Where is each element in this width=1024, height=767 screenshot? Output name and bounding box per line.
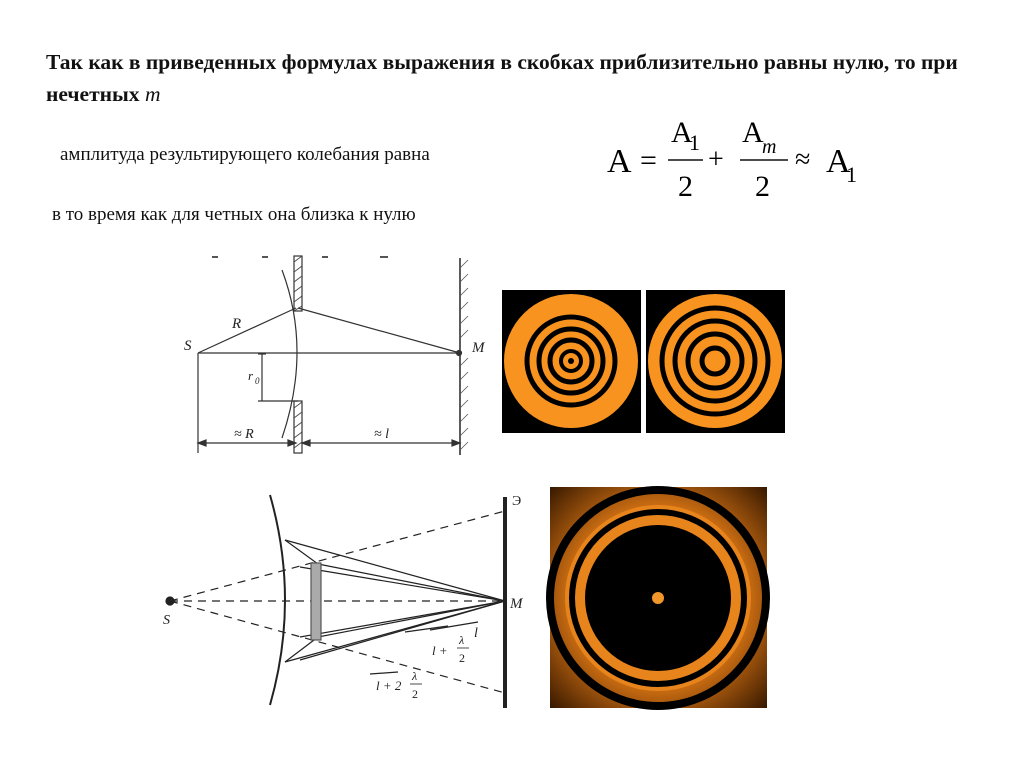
ring-pattern-photo [550,487,767,708]
label-l-twohalf: l + 2 [376,678,402,693]
formula-num2-sub: m [762,136,777,158]
screen-upper [294,256,302,311]
formula-plus: + [708,144,724,175]
label-r0: r [248,368,254,383]
zone-plate-slab [311,563,321,640]
point-m [457,351,462,356]
ring-pattern-even [646,290,785,433]
point-s-2 [166,597,174,605]
formula-eq: = [640,144,657,177]
formula-den2: 2 [755,170,770,203]
ray-radius [198,308,296,353]
zone-wavefront [270,495,285,705]
formula-num1: A [671,116,693,149]
label-approx-r: ≈ R [234,427,254,442]
amplitude-formula [607,116,857,203]
formula-rhs: A [826,143,851,180]
formula-rhs-sub: 1 [846,162,857,187]
formula-den1: 2 [678,170,693,203]
fresnel-diagram-labels [184,316,486,442]
formula-num2: A [742,116,764,149]
label-r0-sub: 0 [255,376,260,386]
title-text: Так как в приведенных формулах выражения в скобках приблизительно равны нулю, то при нечетных [46,50,958,106]
label-l-half: l + [432,643,448,658]
title-variable: m [144,82,161,106]
formula-lhs: A [607,143,632,180]
label-r: R [232,316,242,332]
label-s-2: S [163,613,170,628]
label-two-2: 2 [412,687,418,701]
label-m-1: M [472,340,485,356]
formula-num1-sub: 1 [689,130,700,155]
label-screen-e: Э [512,494,522,509]
label-lambda-1: λ [459,633,465,647]
fresnel-diagram [198,256,468,455]
zone-diagram [166,495,505,708]
label-m-2: M [510,596,523,612]
formula-approx: ≈ [795,144,811,175]
ring-pattern-odd [502,290,641,433]
label-approx-l: ≈ l [374,427,390,442]
even-text: в то время как для четных она близка к нулю [52,204,416,225]
label-l: l [474,626,478,641]
label-lambda-2: λ [412,669,418,683]
zone-diagram-labels [163,494,524,701]
label-two-1: 2 [459,651,465,665]
amplitude-text: амплитуда результирующего колебания равна [60,144,430,165]
ray-to-m [298,308,460,353]
label-s-1: S [184,338,192,354]
